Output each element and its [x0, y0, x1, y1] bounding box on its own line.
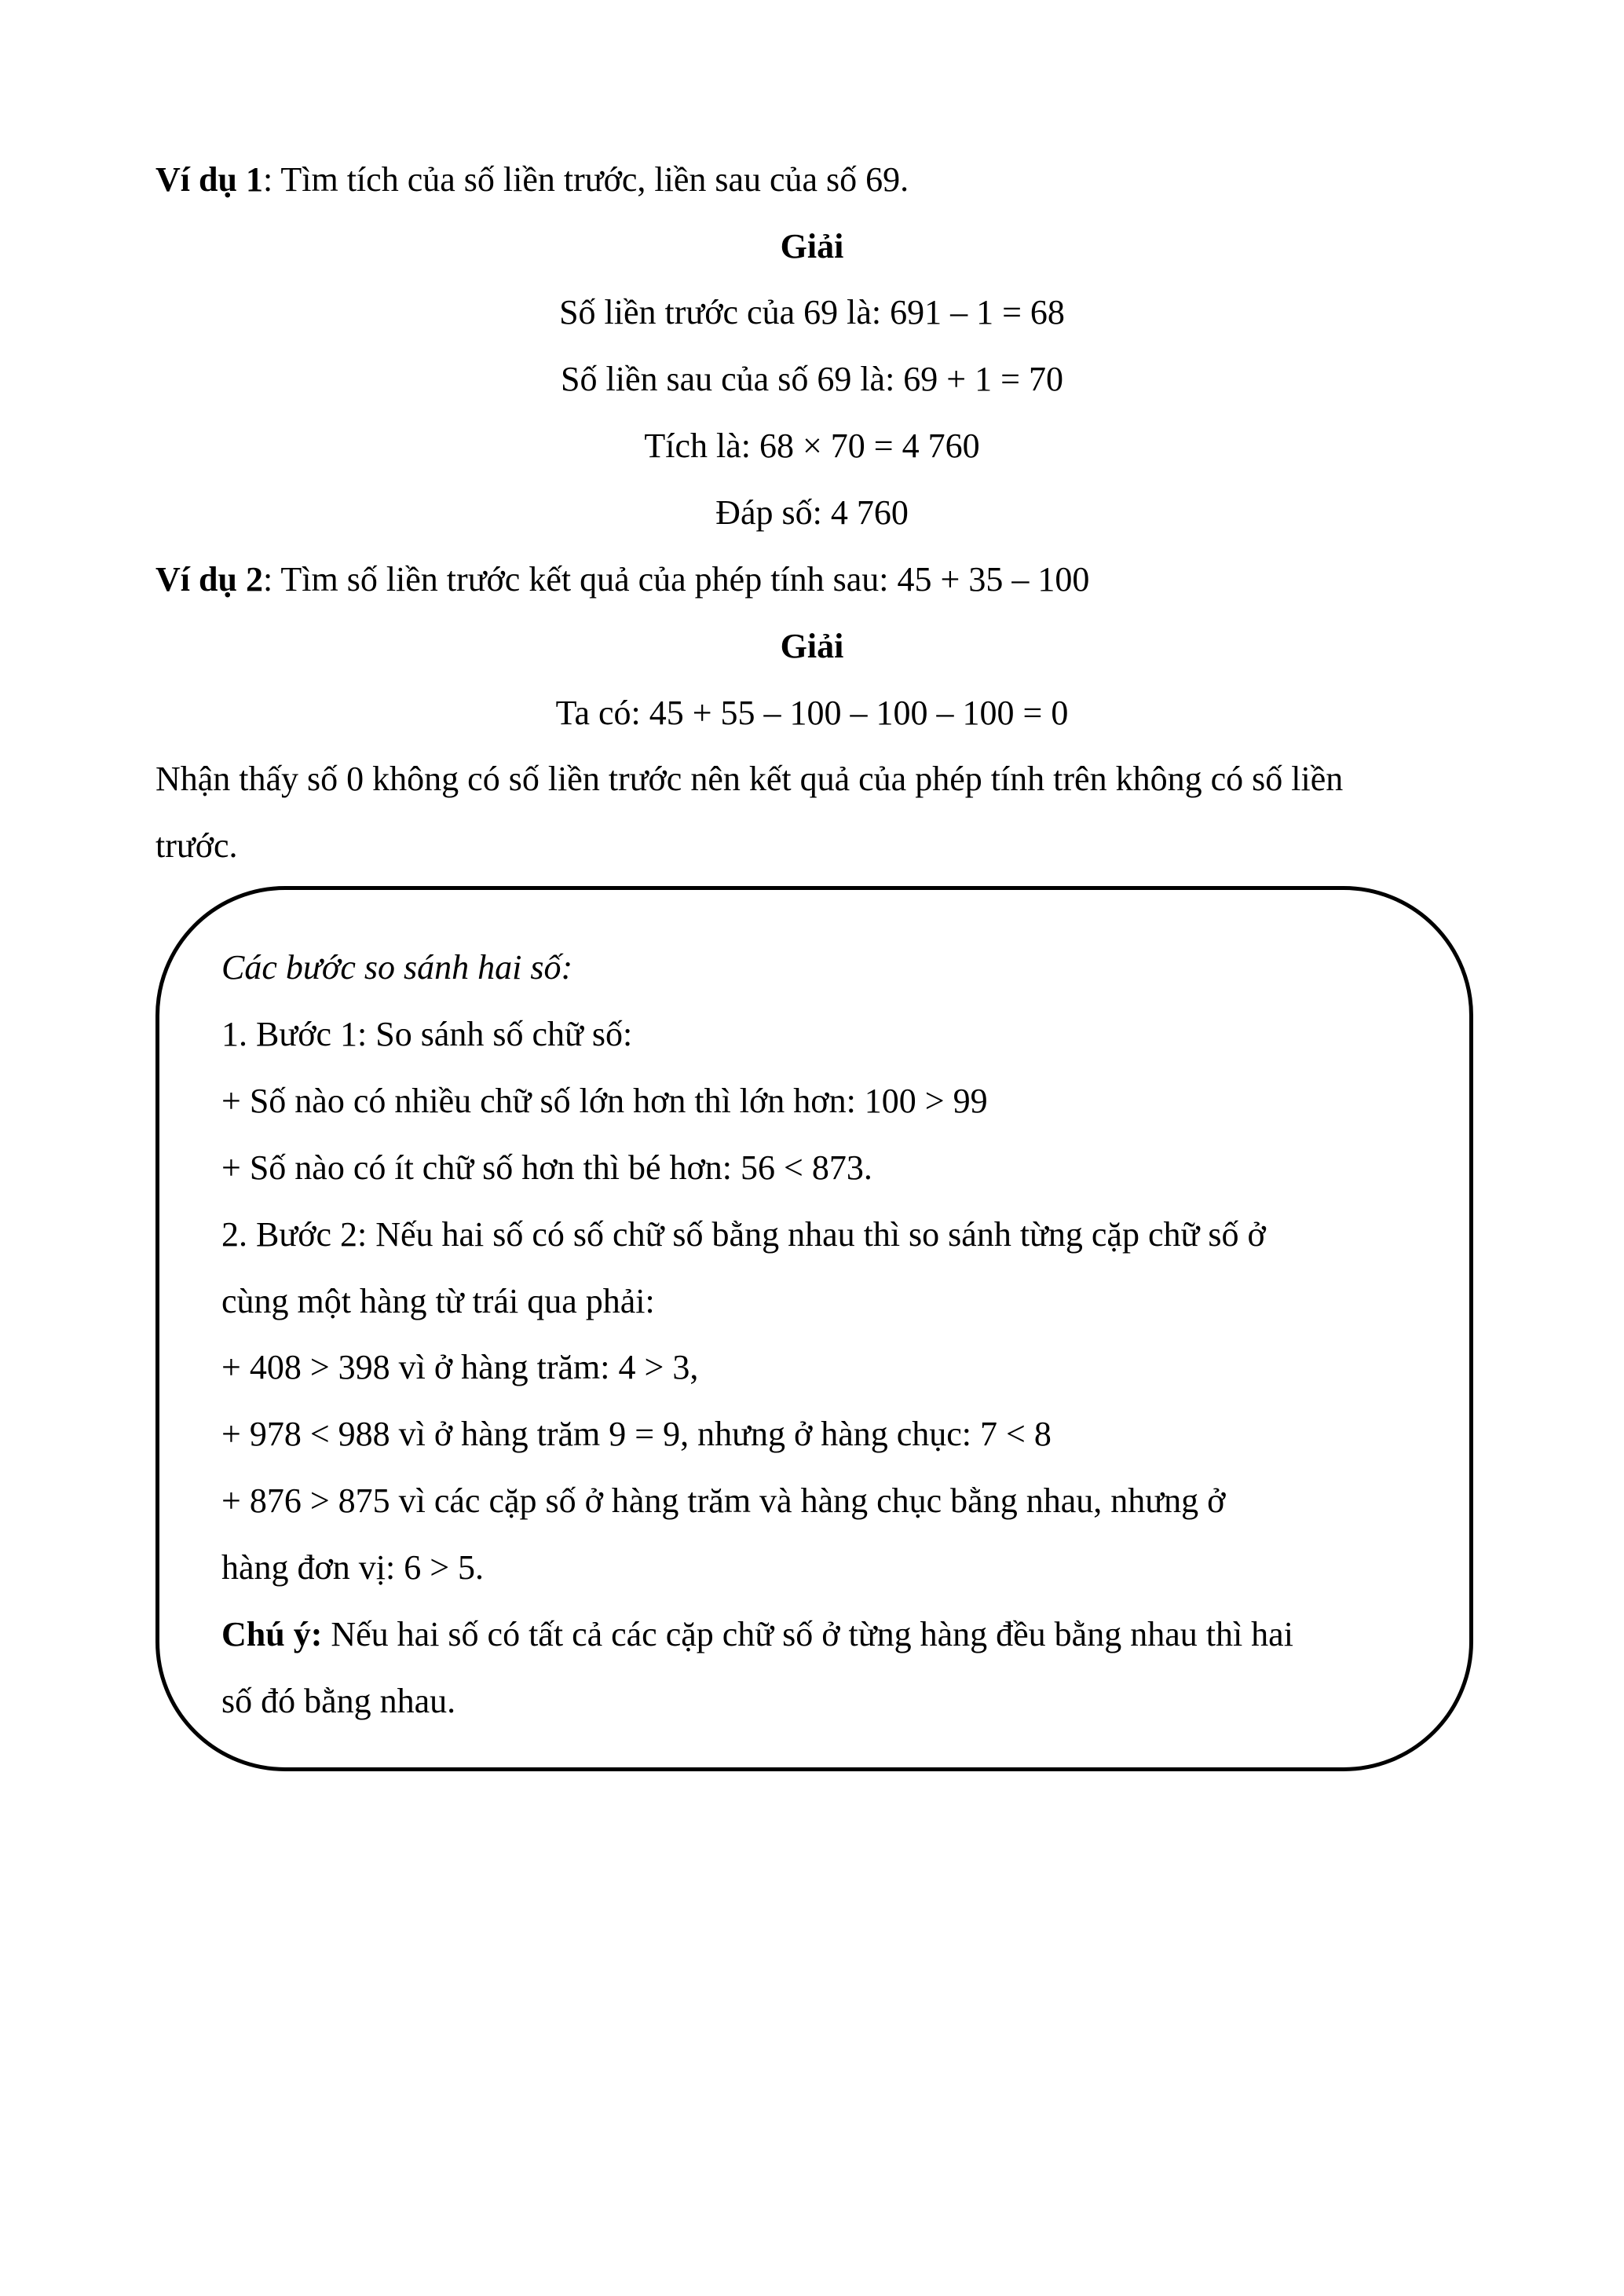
- note-attention-line2: số đó bằng nhau.: [221, 1682, 456, 1720]
- note-line-1: 1. Bước 1: So sánh số chữ số:: [221, 1015, 633, 1053]
- example1-question-text: : Tìm tích của số liền trước, liền sau của số 69.: [262, 160, 909, 199]
- example2-solution-title-text: Giải: [780, 627, 844, 665]
- note-line-6: + 408 > 398 vì ở hàng trăm: 4 > 3,: [221, 1348, 699, 1386]
- example1-step-3: Tích là: 68 × 70 = 4 760: [644, 427, 980, 465]
- example2-question: [155, 562, 1089, 597]
- note-line-7: + 978 < 988 vì ở hàng trăm 9 = 9, nhưng ở hàng chục: 7 < 8: [221, 1415, 1052, 1453]
- example1-solution-title-text: Giải: [780, 227, 844, 265]
- example2-label: Ví dụ 2: [155, 560, 263, 599]
- example1-step-1: Số liền trước của 69 là: 691 – 1 = 68: [559, 293, 1065, 331]
- example1-question: [155, 160, 909, 199]
- example2-question-text: : Tìm số liền trước kết quả của phép tính sau: 45 + 35 – 100: [262, 560, 1090, 599]
- note-line-3: + Số nào có ít chữ số hơn thì bé hơn: 56 < 873.: [221, 1148, 872, 1187]
- example2-conclusion-line1: Nhận thấy số 0 không có số liền trước nên kết quả của phép tính trên không có số liền: [155, 760, 1344, 798]
- note-attention-line1: [221, 1617, 1293, 1652]
- note-line-2: + Số nào có nhiều chữ số lớn hơn thì lớn hơn: 100 > 99: [221, 1082, 988, 1120]
- example2-conclusion-line2: trước.: [155, 826, 238, 865]
- example1-solution-title: [0, 229, 1624, 264]
- example1-label: Ví dụ 1: [155, 160, 263, 199]
- example2-solution-title: [0, 629, 1624, 664]
- note-attention-text: Nếu hai số có tất cả các cặp chữ số ở từng hàng đều bằng nhau thì hai: [322, 1615, 1293, 1653]
- example1-answer: Đáp số: 4 760: [715, 493, 909, 532]
- note-title: Các bước so sánh hai số:: [221, 948, 573, 987]
- note-line-5: cùng một hàng từ trái qua phải:: [221, 1282, 655, 1320]
- example1-step-2: Số liền sau của số 69 là: 69 + 1 = 70: [561, 360, 1063, 398]
- example2-step: Ta có: 45 + 55 – 100 – 100 – 100 = 0: [555, 694, 1069, 732]
- note-line-4: 2. Bước 2: Nếu hai số có số chữ số bằng nhau thì so sánh từng cặp chữ số ở: [221, 1215, 1266, 1254]
- note-line-9: hàng đơn vị: 6 > 5.: [221, 1548, 485, 1587]
- note-attention-label: Chú ý:: [221, 1615, 323, 1653]
- note-line-8: + 876 > 875 vì các cặp số ở hàng trăm và hàng chục bằng nhau, nhưng ở: [221, 1481, 1226, 1520]
